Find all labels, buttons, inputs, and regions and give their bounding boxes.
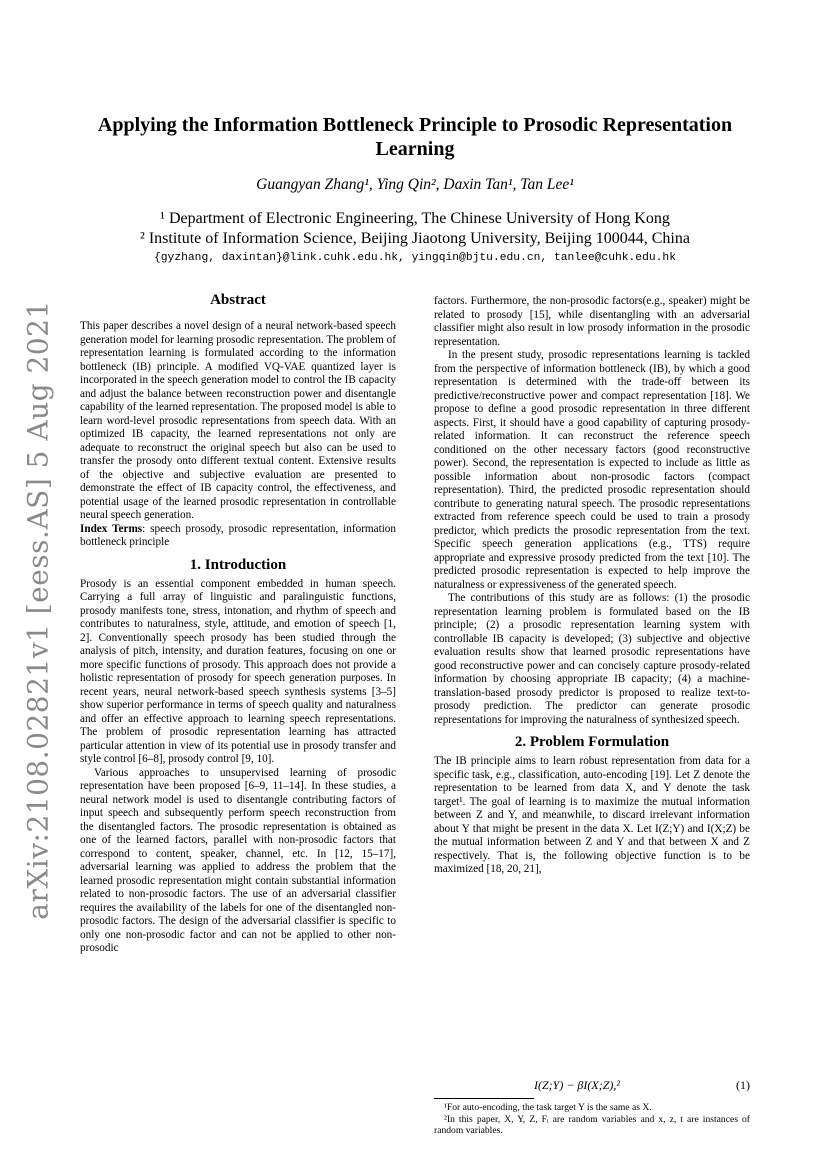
section-2-heading: 2. Problem Formulation (514, 734, 670, 750)
affiliation-1: ¹ Department of Electronic Engineering, The Chinese University of Hong Kong (160, 210, 670, 227)
index-terms-label: Index Terms (80, 522, 143, 535)
abstract-heading: Abstract (210, 292, 266, 308)
index-terms (80, 523, 396, 550)
footnotes (434, 1102, 750, 1137)
intro-paragraph-3: In the present study, prosodic representations learning is tackled from the perspective of information bottleneck (IB), by which a good representation is determined with the trade-off between its predictive/reconstructive power and compact representation [18]. We propose to define a good prosodic representation in three different aspects. First, it should have a good capability of capturing prosody-related information. It can reconstruct the reference speech conditioned on the other necessary factors (good reconstructive power). Second, the representation is expected to include as little as possible information about non-prosodic factors (compact representation). Third, the predicted prosodic representation should contribute to generating natural speech. The prosodic representations extracted from reference speech could be used to train a prosody predictor, which predicts the prosodic representation from the text. Specific speech generation applications (e.g., TTS) require appropriate and expressive prosody predicted from the text [10]. The predicted prosodic representation is expected to help improve the naturalness or expressiveness of the generated speech. (434, 349, 750, 591)
left-column (80, 291, 396, 956)
equation-body: I(Z;Y) − βI(X;Z),² (534, 1078, 620, 1092)
affiliation-2: ² Institute of Information Science, Beijing Jiaotong University, Beijing 100044, China (140, 230, 690, 247)
arxiv-sidebar-stamp (8, 300, 68, 920)
contributions-paragraph: The contributions of this study are as follows: (1) the prosodic representation learning problem is formulated based on the IB principle; (2) a prosodic representation learning system with controllable IB capacity is developed; (3) subjective and objective evaluation results show that learned prosodic representations have good reconstructive power and can concisely capture prosody-related information by choosing appropriate IB capacity; (4) a machine-translation-based prosody predictor is proposed to realize text-to-prosody prediction. The predictor can generate prosodic representations for improving the naturalness of synthesized speech. (434, 592, 750, 726)
intro-paragraph-2: Various approaches to unsupervised learning of prosodic representation have been proposed [6–9, 11–14]. In these studies, a neural network model is used to disentangle contributing factors of input speech and subsequently perform speech reconstruction from the disentangled factors. The prosodic representation is obtained as one of the learned factors, parallel with non-prosodic factors that correspond to content, speaker, channel, etc. In [12, 15–17], adversarial learning was applied to address the problem that the learned prosodic representation might contain substantial information related to non-prosodic factors. The use of an adversarial classifier requires the availability of the labels for one of the disentangled non-prosodic factors. The design of the adversarial classifier is specific to only one non-prosodic factor and can not be applied to other non-prosodic (80, 766, 396, 954)
equation-number: (1) (736, 1078, 750, 1092)
footnote-2: ²In this paper, X, Y, Z, Fᵢ are random variables and x, z, t are instances of random variables. (434, 1113, 750, 1136)
problem-formulation-paragraph: The IB principle aims to learn robust representation from data for a specific task, e.g., classification, auto-encoding [19]. Let Z denote the representation to be learned from data X, and Y denote the task target¹. The goal of learning is to maximize the mutual information between Z and Y, and meanwhile, to discard irrelevant information about Y that might be present in the data X. Let I(Z;Y) and I(X;Z) be the mutual information between Z and Y and that between X and Z respectively. That is, the following objective function is to be maximized [18, 20, 21], (434, 755, 750, 875)
intro-paragraph-continued: factors. Furthermore, the non-prosodic factors(e.g., speaker) might be related to prosody [15], while disentangling with an adversarial classifier might also result in low prosody information in the prosodic representation. (434, 295, 750, 348)
index-terms-text: : speech prosody, prosodic representation, information bottleneck principle (80, 522, 396, 548)
author-list: Guangyan Zhang¹, Ying Qin², Daxin Tan¹, Tan Lee¹ (256, 176, 574, 193)
footnote-rule (434, 1098, 534, 1099)
arxiv-identifier: arXiv:2108.02821v1 [eess.AS] 5 Aug 2021 (21, 300, 55, 920)
author-emails: {gyzhang, daxintan}@link.cuhk.edu.hk, yingqin@bjtu.edu.cn, tanlee@cuhk.edu.hk (153, 252, 676, 264)
right-column (434, 295, 750, 877)
footnote-1: ¹For auto-encoding, the task target Y is the same as X. (444, 1102, 652, 1113)
section-1-heading: 1. Introduction (189, 556, 287, 573)
intro-paragraph-1: Prosody is an essential component embedded in human speech. Carrying a full array of linguistic and paralinguistic functions, prosody manifests tone, stress, intonation, and rhythm of speech and contributes to naturalness, style, attitude, and emotion of speech [1, 2]. Conventionally speech prosody has been studied through the analysis of pitch, intensity, and duration features, focusing on one or more specific functions of prosody. This approach does not provide a holistic representation of prosody for speech generation purposes. In recent years, neural network-based speech synthesis systems [3–5] show superior performance in terms of speech quality and naturalness and offer an effective approach to learning speech representations. The problem of prosodic representation learning has attracted particular attention in view of its potential use in prosody transfer and style control [6–8], prosody control [9, 10]. (80, 577, 396, 765)
abstract-text: This paper describes a novel design of a neural network-based speech generation model for learning prosodic representation. The problem of representation learning is formulated according to the information bottleneck (IB) principle. A modified VQ-VAE quantized layer is incorporated in the speech generation model to control the IB capacity and adjust the balance between reconstruction power and disentangle capability of the learned representation. The proposed model is able to learn word-level prosodic representations from speech data. With an optimized IB capacity, the learned representations not only are adequate to reconstruct the original speech but also can be used to transfer the prosody onto different textual content. Extensive results of the objective and subjective evaluation are presented to demonstrate the effect of IB capacity control, the effectiveness, and potential usage of the learned prosodic representation in controllable neural speech generation. (80, 320, 396, 521)
paper-title: Applying the Information Bottleneck Principle to Prosodic Representation Learning (97, 114, 733, 160)
